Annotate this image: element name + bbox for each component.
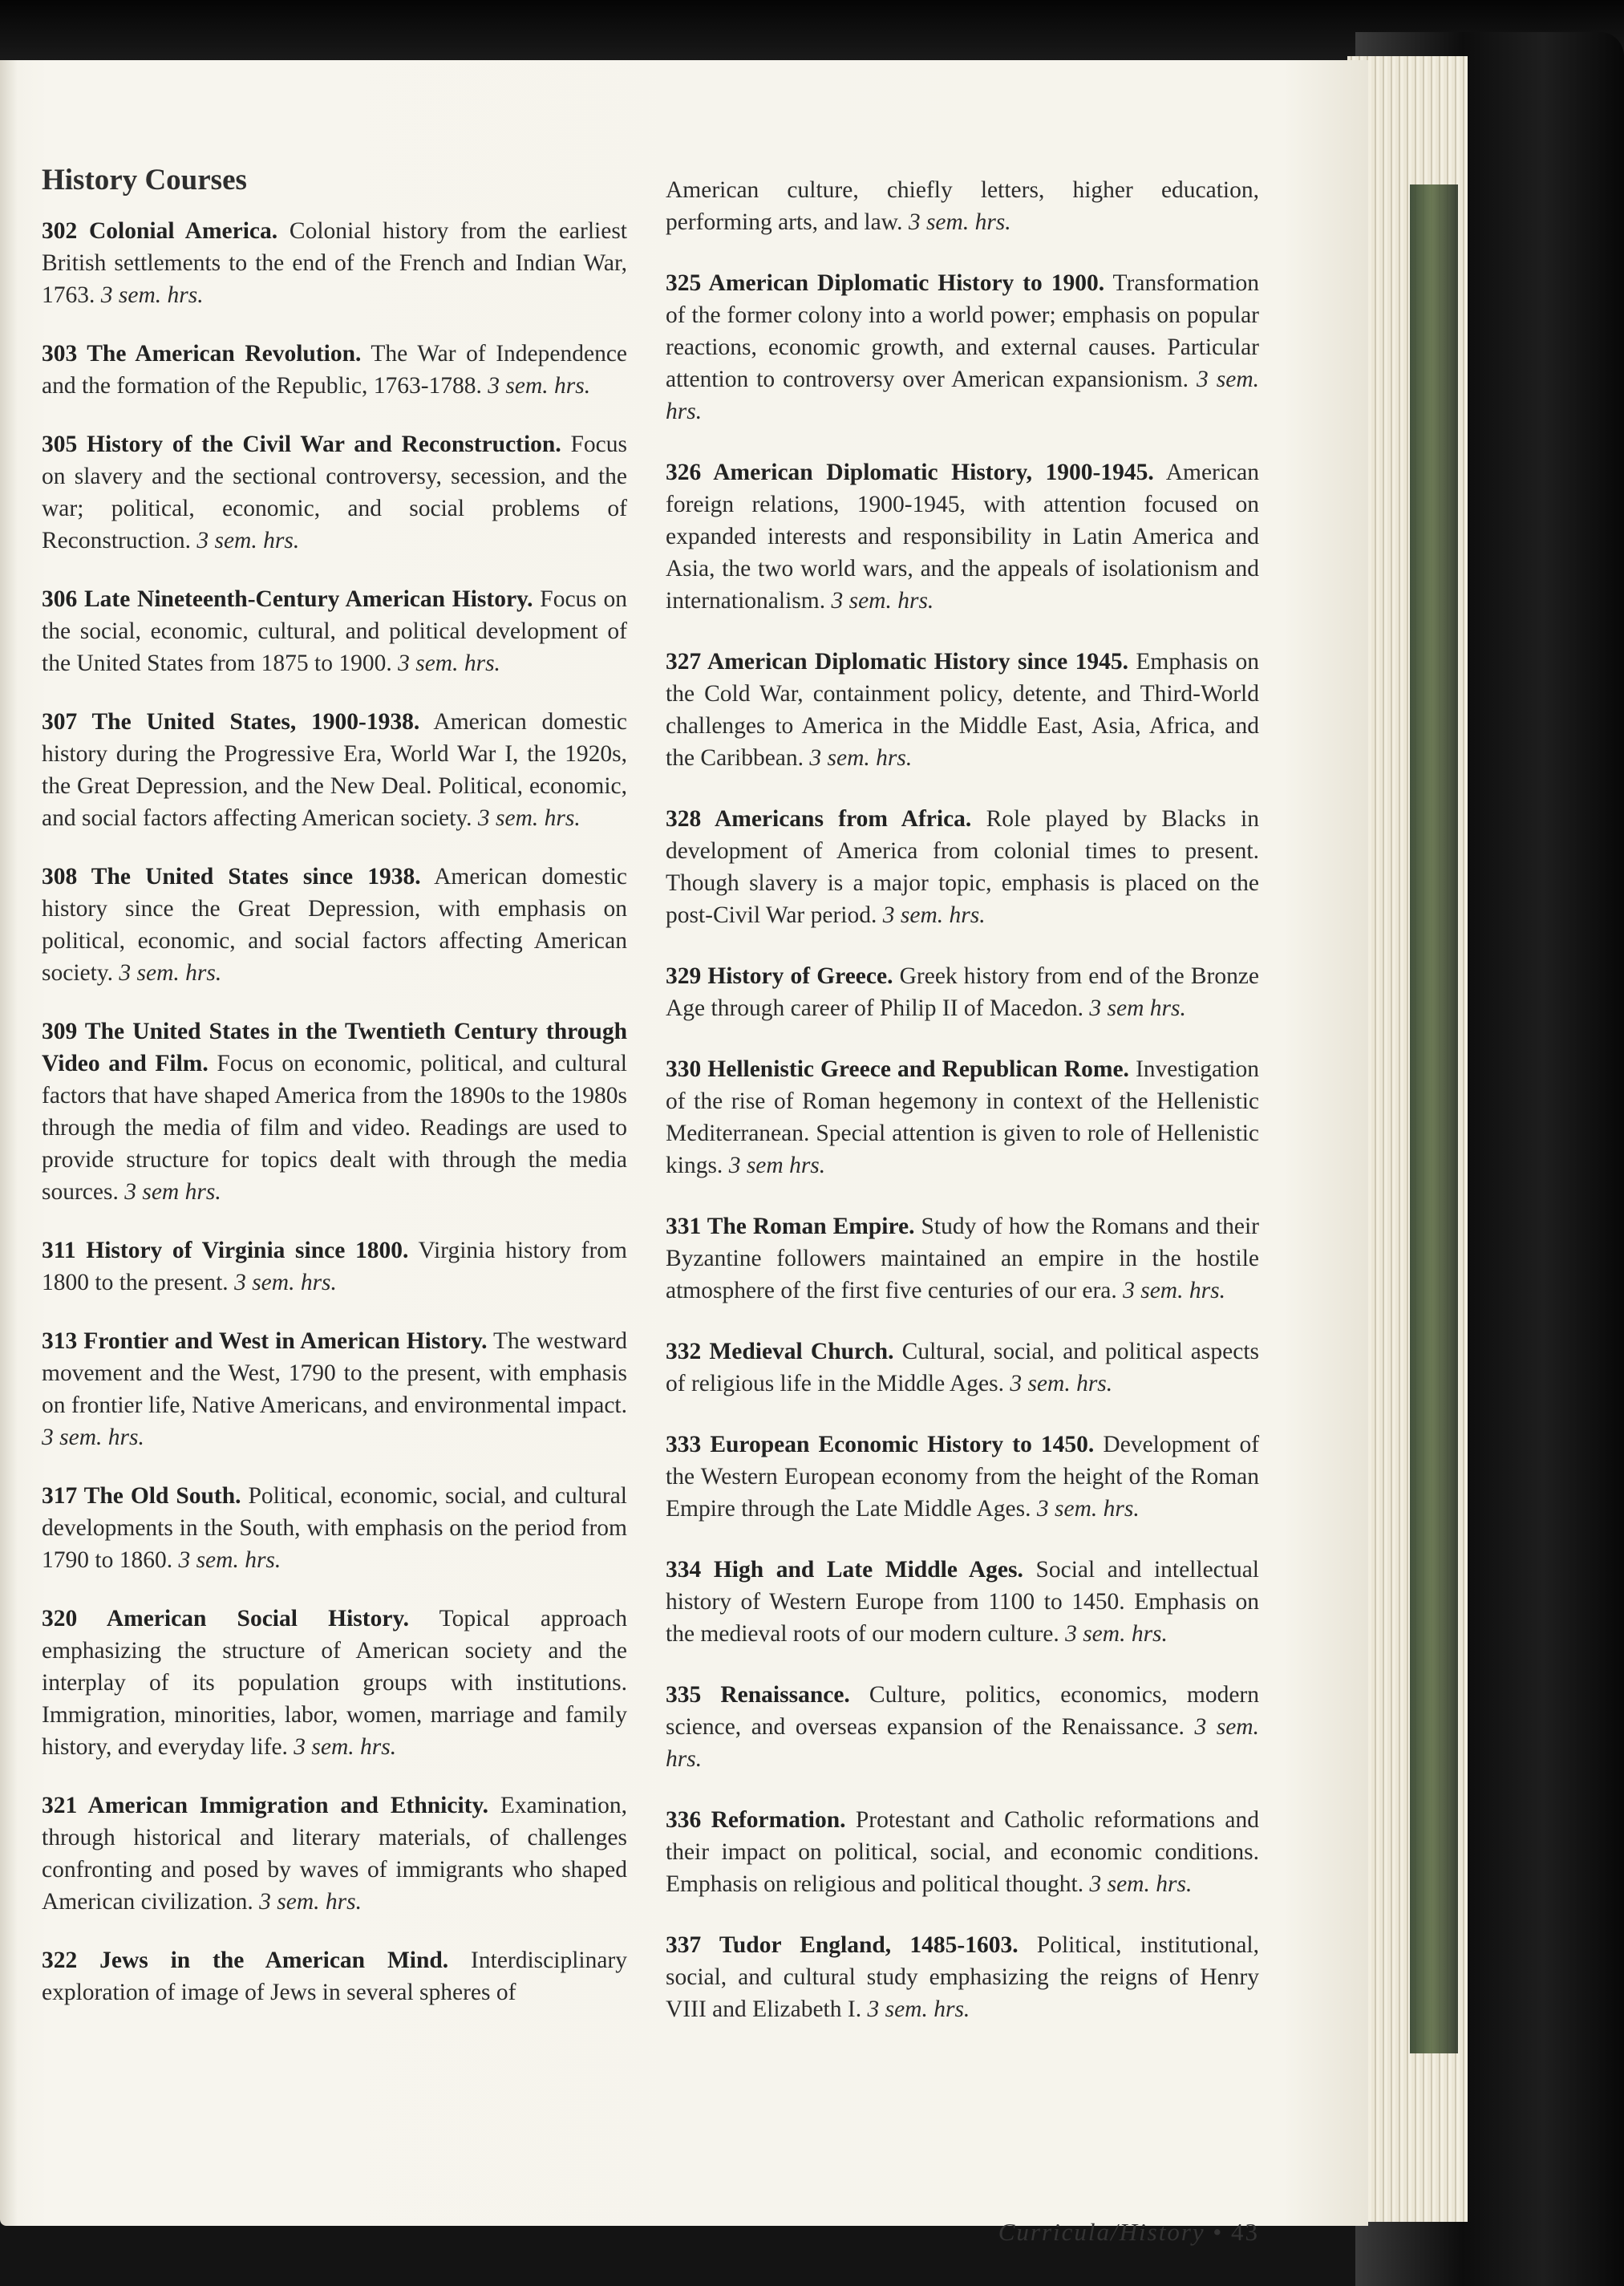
course-credits: 3 sem hrs. [1089, 995, 1186, 1021]
course-description: Examination, through historical and literary materials, of challenges confronting and posed by waves of immigrants who shaped American civilization. [42, 1793, 627, 1915]
course-credits: 3 sem. hrs. [1010, 1371, 1113, 1396]
course-credits: 3 sem. hrs. [488, 373, 591, 399]
course-title: 307 The United States, 1900-1938. [42, 709, 420, 735]
course-entry [42, 1480, 627, 1576]
course-entry [42, 706, 627, 834]
course-entry [666, 803, 1259, 931]
course-title: 336 Reformation. [666, 1807, 846, 1833]
section-heading: History Courses [42, 164, 247, 197]
course-description: Culture, politics, economics, modern science, and overseas expansion of the Renaissance. [666, 1682, 1259, 1740]
course-entry [42, 338, 627, 402]
course-description: Cultural, social, and political aspects of religious life in the Middle Ages. [666, 1339, 1259, 1396]
course-credits: 3 sem. hrs. [178, 1547, 281, 1573]
course-credits: 3 sem. hrs. [1089, 1871, 1193, 1897]
course-credits: 3 sem. hrs. [809, 745, 913, 771]
course-title: 308 The United States since 1938. [42, 864, 421, 890]
course-description: Development of the Western European economy from the height of the Roman Empire through the Late Middle Ages. [666, 1432, 1260, 1522]
footer-separator: • [1213, 2218, 1224, 2246]
course-entry [42, 861, 627, 989]
course-description: American domestic history during the Progressive Era, World War I, the 1920s, the Great Depression, and the New Deal. Political, economic, and social factors affecting American society. [42, 709, 628, 831]
course-credits: 3 sem. hrs. [666, 367, 1259, 424]
course-title: 332 Medieval Church. [666, 1339, 894, 1364]
course-title: 334 High and Late Middle Ages. [666, 1557, 1023, 1583]
course-credits: 3 sem. hrs. [294, 1734, 397, 1760]
course-title: 330 Hellenistic Greece and Republican Rome. [666, 1056, 1129, 1082]
course-entry [666, 1554, 1259, 1650]
course-description: Interdisciplinary exploration of image of Jews in several spheres of [42, 1948, 628, 2005]
right-column [666, 174, 1259, 2054]
course-description: Investigation of the rise of Roman hegemony in context of the Hellenistic Mediterranean. Special attention is given to role of Hellenistic kings. [666, 1056, 1259, 1178]
course-description: Virginia history from 1800 to the present. [42, 1238, 628, 1295]
course-entry [666, 456, 1259, 617]
course-title: 311 History of Virginia since 1800. [42, 1238, 409, 1263]
course-description: Political, economic, social, and cultural developments in the South, with emphasis on the period from 1790 to 1860. [42, 1483, 627, 1573]
course-title: 328 Americans from Africa. [666, 806, 972, 832]
course-entry [666, 1210, 1259, 1307]
left-course-list [42, 215, 627, 2008]
course-description: American domestic history since the Great Depression, with emphasis on political, economic, and social factors affecting American society. [42, 864, 627, 986]
course-description: Protestant and Catholic reformations and their impact on political, social, and economic conditions. Emphasis on religious and political thought. [666, 1807, 1259, 1897]
course-title: 331 The Roman Empire. [666, 1214, 915, 1239]
course-entry [666, 646, 1259, 774]
course-description: The War of Independence and the formation of the Republic, 1763-1788. [42, 341, 627, 399]
course-entry [666, 960, 1259, 1024]
course-entry [42, 215, 627, 311]
right-course-list [666, 174, 1259, 2025]
course-entry [666, 1336, 1259, 1400]
course-credits: 3 sem. hrs. [234, 1270, 337, 1295]
course-description: Transformation of the former colony into a world power; emphasis on popular reactions, economic growth, and external causes. Particular attention to controversy over American expansionism. [666, 270, 1260, 392]
course-description: The westward movement and the West, 1790 to the present, with emphasis on frontier life, Native Americans, and environmental impact. [42, 1328, 627, 1418]
course-entry [42, 1944, 627, 2008]
course-description: Greek history from end of the Bronze Age through career of Philip II of Macedon. [666, 963, 1260, 1021]
course-credits: 3 sem. hrs. [1036, 1496, 1140, 1522]
course-title: 320 American Social History. [42, 1606, 409, 1631]
course-description: Focus on slavery and the sectional controversy, secession, and the war; political, economic, and social problems of Reconstruction. [42, 432, 627, 553]
course-title: 302 Colonial America. [42, 218, 278, 244]
course-credits: 3 sem. hrs. [666, 1714, 1259, 1772]
course-credits: 3 sem. hrs. [398, 651, 500, 676]
course-credits: 3 sem. hrs. [867, 1996, 970, 2022]
page-number: 43 [1231, 2218, 1259, 2246]
course-credits: 3 sem. hrs. [259, 1889, 362, 1915]
course-entry [666, 1053, 1259, 1182]
course-entry [42, 428, 627, 557]
course-entry [666, 1429, 1259, 1525]
course-title: 309 The United States in the Twentieth Century through Video and Film. [42, 1019, 627, 1076]
course-title: 322 Jews in the American Mind. [42, 1948, 449, 1973]
course-title: 321 American Immigration and Ethnicity. [42, 1793, 488, 1818]
course-credits: 3 sem. hrs. [882, 902, 986, 928]
course-title: 329 History of Greece. [666, 963, 893, 989]
course-credits: 3 sem hrs. [728, 1153, 826, 1178]
bookmark-strip [1410, 184, 1458, 2053]
course-description: Colonial history from the earliest British settlements to the end of the French and Indian War, 1763. [42, 218, 627, 308]
course-entry [666, 1679, 1259, 1775]
course-title: 303 The American Revolution. [42, 341, 362, 367]
course-entry [666, 1804, 1259, 1900]
course-description: American culture, chiefly letters, higher education, performing arts, and law. [666, 177, 1259, 235]
course-description: Role played by Blacks in development of America from colonial times to present. Though slavery is a major topic, emphasis is placed on the post-Civil War period. [666, 806, 1259, 928]
course-title: 335 Renaissance. [666, 1682, 850, 1708]
course-entry [42, 1234, 627, 1299]
course-title: 333 European Economic History to 1450. [666, 1432, 1095, 1457]
course-entry [42, 583, 627, 679]
course-entry [666, 174, 1259, 238]
course-title: 305 History of the Civil War and Reconstruction. [42, 432, 561, 457]
course-entry [666, 267, 1259, 428]
course-credits: 3 sem. hrs. [1123, 1278, 1225, 1303]
course-credits: 3 sem. hrs. [831, 588, 934, 614]
course-credits: 3 sem. hrs. [1065, 1621, 1168, 1647]
course-entry [42, 1789, 627, 1918]
course-description: Study of how the Romans and their Byzantine followers maintained an empire in the hostile atmosphere of the first five centuries of our era. [666, 1214, 1260, 1303]
course-description: Topical approach emphasizing the structure of American society and the interplay of its population groups with institutions. Immigration, minorities, labor, women, marriage and family history, and everyday life. [42, 1606, 627, 1760]
left-column [42, 163, 627, 2035]
course-credits: 3 sem. hrs. [908, 209, 1011, 235]
course-title: 326 American Diplomatic History, 1900-1945. [666, 460, 1154, 485]
catalog-page [0, 60, 1368, 2246]
course-title: 325 American Diplomatic History to 1900. [666, 270, 1105, 296]
page-footer [946, 2218, 1259, 2247]
course-title: 313 Frontier and West in American History. [42, 1328, 488, 1354]
course-entry [666, 1929, 1259, 2025]
course-description: Social and intellectual history of Western Europe from 1100 to 1450. Emphasis on the medieval roots of our modern culture. [666, 1557, 1259, 1647]
course-description: Focus on the social, economic, cultural, and political development of the United States from 1875 to 1900. [42, 586, 627, 676]
course-description: Political, institutional, social, and cultural study emphasizing the reigns of Henry VIII and Elizabeth I. [666, 1932, 1259, 2022]
course-credits: 3 sem hrs. [124, 1179, 221, 1205]
course-description: Focus on economic, political, and cultural factors that have shaped America from the 1890s to the 1980s through the media of film and video. Readings are used to provide structure for topics dealt with through the media sources. [42, 1051, 628, 1205]
footer-section: Curricula/History [998, 2218, 1205, 2246]
course-credits: 3 sem. hrs. [477, 805, 581, 831]
course-credits: 3 sem. hrs. [119, 960, 222, 986]
course-title: 306 Late Nineteenth-Century American History. [42, 586, 533, 612]
course-credits: 3 sem. hrs. [42, 1425, 144, 1450]
course-entry [42, 1325, 627, 1453]
course-title: 317 The Old South. [42, 1483, 241, 1509]
course-entry [42, 1015, 627, 1208]
course-title: 327 American Diplomatic History since 1945. [666, 649, 1129, 675]
course-description: American foreign relations, 1900-1945, with attention focused on expanded interests and responsibility in Latin America and Asia, the two world wars, and the appeals of isolationism and internationalism. [666, 460, 1259, 614]
course-entry [42, 1603, 627, 1763]
course-credits: 3 sem. hrs. [100, 282, 204, 308]
course-credits: 3 sem. hrs. [196, 528, 300, 553]
course-title: 337 Tudor England, 1485-1603. [666, 1932, 1019, 1958]
course-description: Emphasis on the Cold War, containment policy, detente, and Third-World challenges to America in the Middle East, Asia, Africa, and the Caribbean. [666, 649, 1260, 771]
